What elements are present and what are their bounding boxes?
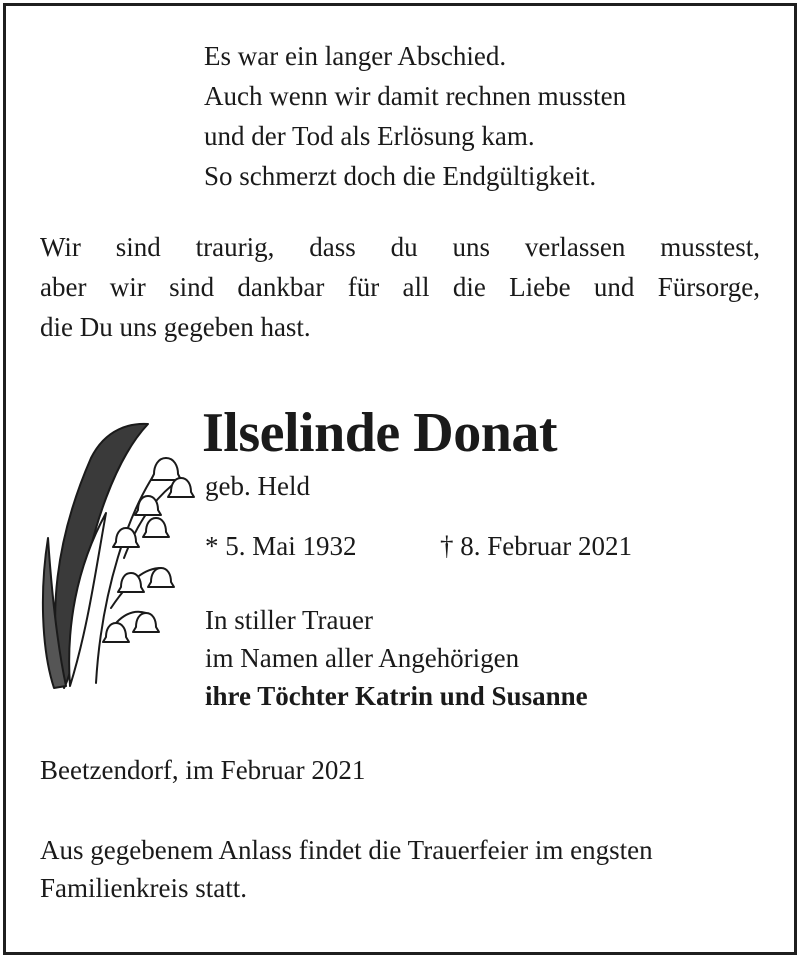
deceased-name: Ilselinde Donat (202, 402, 557, 464)
message-line: aber wir sind dankbar für all die Liebe und Fürsorge, (40, 272, 760, 302)
mourners-names: ihre Töchter Katrin und Susanne (205, 681, 588, 711)
mourners-block (205, 600, 588, 714)
poem-line: und der Tod als Erlösung kam. (204, 121, 535, 151)
poem-line: Es war ein langer Abschied. (204, 41, 507, 71)
notice-line: Familienkreis statt. (40, 873, 247, 903)
poem (204, 36, 626, 196)
place-date: Beetzendorf, im Februar 2021 (40, 755, 366, 785)
maiden-name: geb. Held (205, 471, 310, 501)
mourners-line: im Namen aller Angehörigen (205, 643, 520, 673)
birth-date: * 5. Mai 1932 (205, 531, 357, 561)
death-date: † 8. Februar 2021 (440, 531, 632, 561)
notice-line: Aus gegebenem Anlass findet die Trauerfeier im engsten (40, 835, 653, 865)
poem-line: So schmerzt doch die Endgültigkeit. (204, 161, 597, 191)
poem-line: Auch wenn wir damit rechnen mussten (204, 81, 627, 111)
message-line: Wir sind traurig, dass du uns verlassen musstest, (40, 232, 760, 262)
message-line: die Du uns gegeben hast. (40, 312, 311, 342)
lily-of-the-valley-icon (36, 418, 196, 698)
funeral-notice (40, 830, 770, 906)
farewell-message (40, 227, 760, 347)
mourners-line: In stiller Trauer (205, 605, 373, 635)
